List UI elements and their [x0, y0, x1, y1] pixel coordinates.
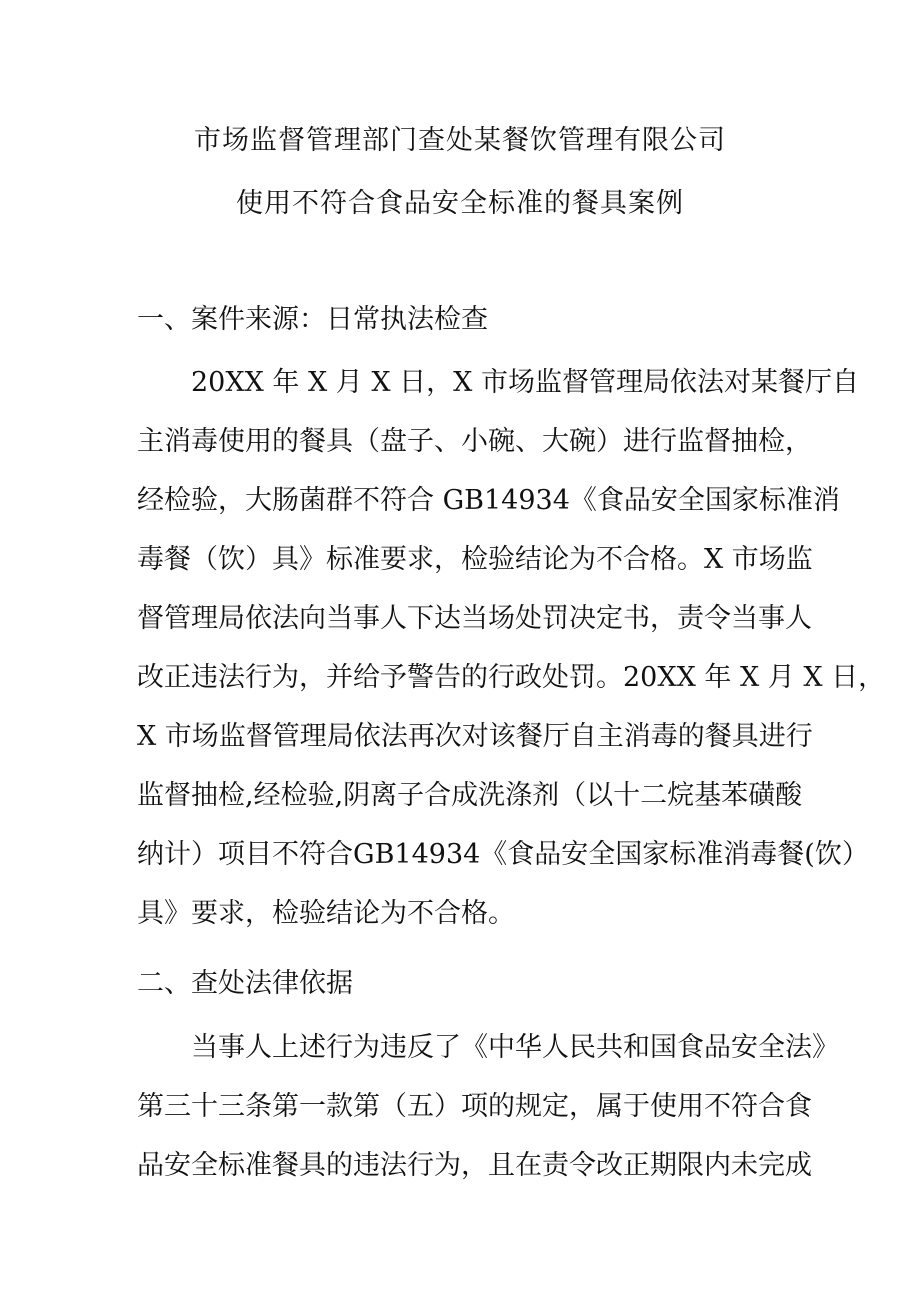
paragraph-line: 经检验，大肠菌群不符合 GB14934《食品安全国家标准消: [137, 485, 840, 516]
section-heading-case-source: 一、案件来源：日常执法检查: [137, 304, 488, 335]
paragraph-line: 督管理局依法向当事人下达当场处罚决定书，责令当事人: [137, 603, 812, 634]
paragraph-line: 监督抽检,经检验,阴离子合成洗涤剂（以十二烷基苯磺酸: [137, 780, 803, 811]
paragraph-line: 具》要求，检验结论为不合格。: [137, 898, 515, 929]
section-heading-legal-basis: 二、查处法律依据: [137, 968, 353, 999]
paragraph-line: 纳计）项目不符合GB14934《食品安全国家标准消毒餐(饮）: [137, 839, 869, 870]
paragraph-line: 20XX 年 X 月 X 日，X 市场监督管理局依法对某餐厅自: [191, 367, 859, 398]
paragraph-line: X 市场监督管理局依法再次对该餐厅自主消毒的餐具进行: [137, 721, 813, 752]
paragraph-line: 毒餐（饮）具》标准要求，检验结论为不合格。X 市场监: [137, 544, 813, 575]
paragraph-line: 第三十三条第一款第（五）项的规定，属于使用不符合食: [137, 1091, 812, 1122]
paragraph-line: 当事人上述行为违反了《中华人民共和国食品安全法》: [191, 1032, 839, 1063]
paragraph-line: 品安全标准餐具的违法行为，且在责令改正期限内未完成: [137, 1150, 812, 1181]
section-paragraph-case-source: [137, 353, 886, 943]
section-paragraph-legal-basis: [137, 1018, 839, 1195]
document-title-line-1: 市场监督管理部门查处某餐饮管理有限公司: [194, 125, 726, 156]
paragraph-line: 主消毒使用的餐具（盘子、小碗、大碗）进行监督抽检，: [137, 426, 812, 457]
document-title-line-2: 使用不符合食品安全标准的餐具案例: [236, 188, 684, 219]
paragraph-line: 改正违法行为，并给予警告的行政处罚。20XX 年 X 月 X 日，: [137, 662, 886, 693]
